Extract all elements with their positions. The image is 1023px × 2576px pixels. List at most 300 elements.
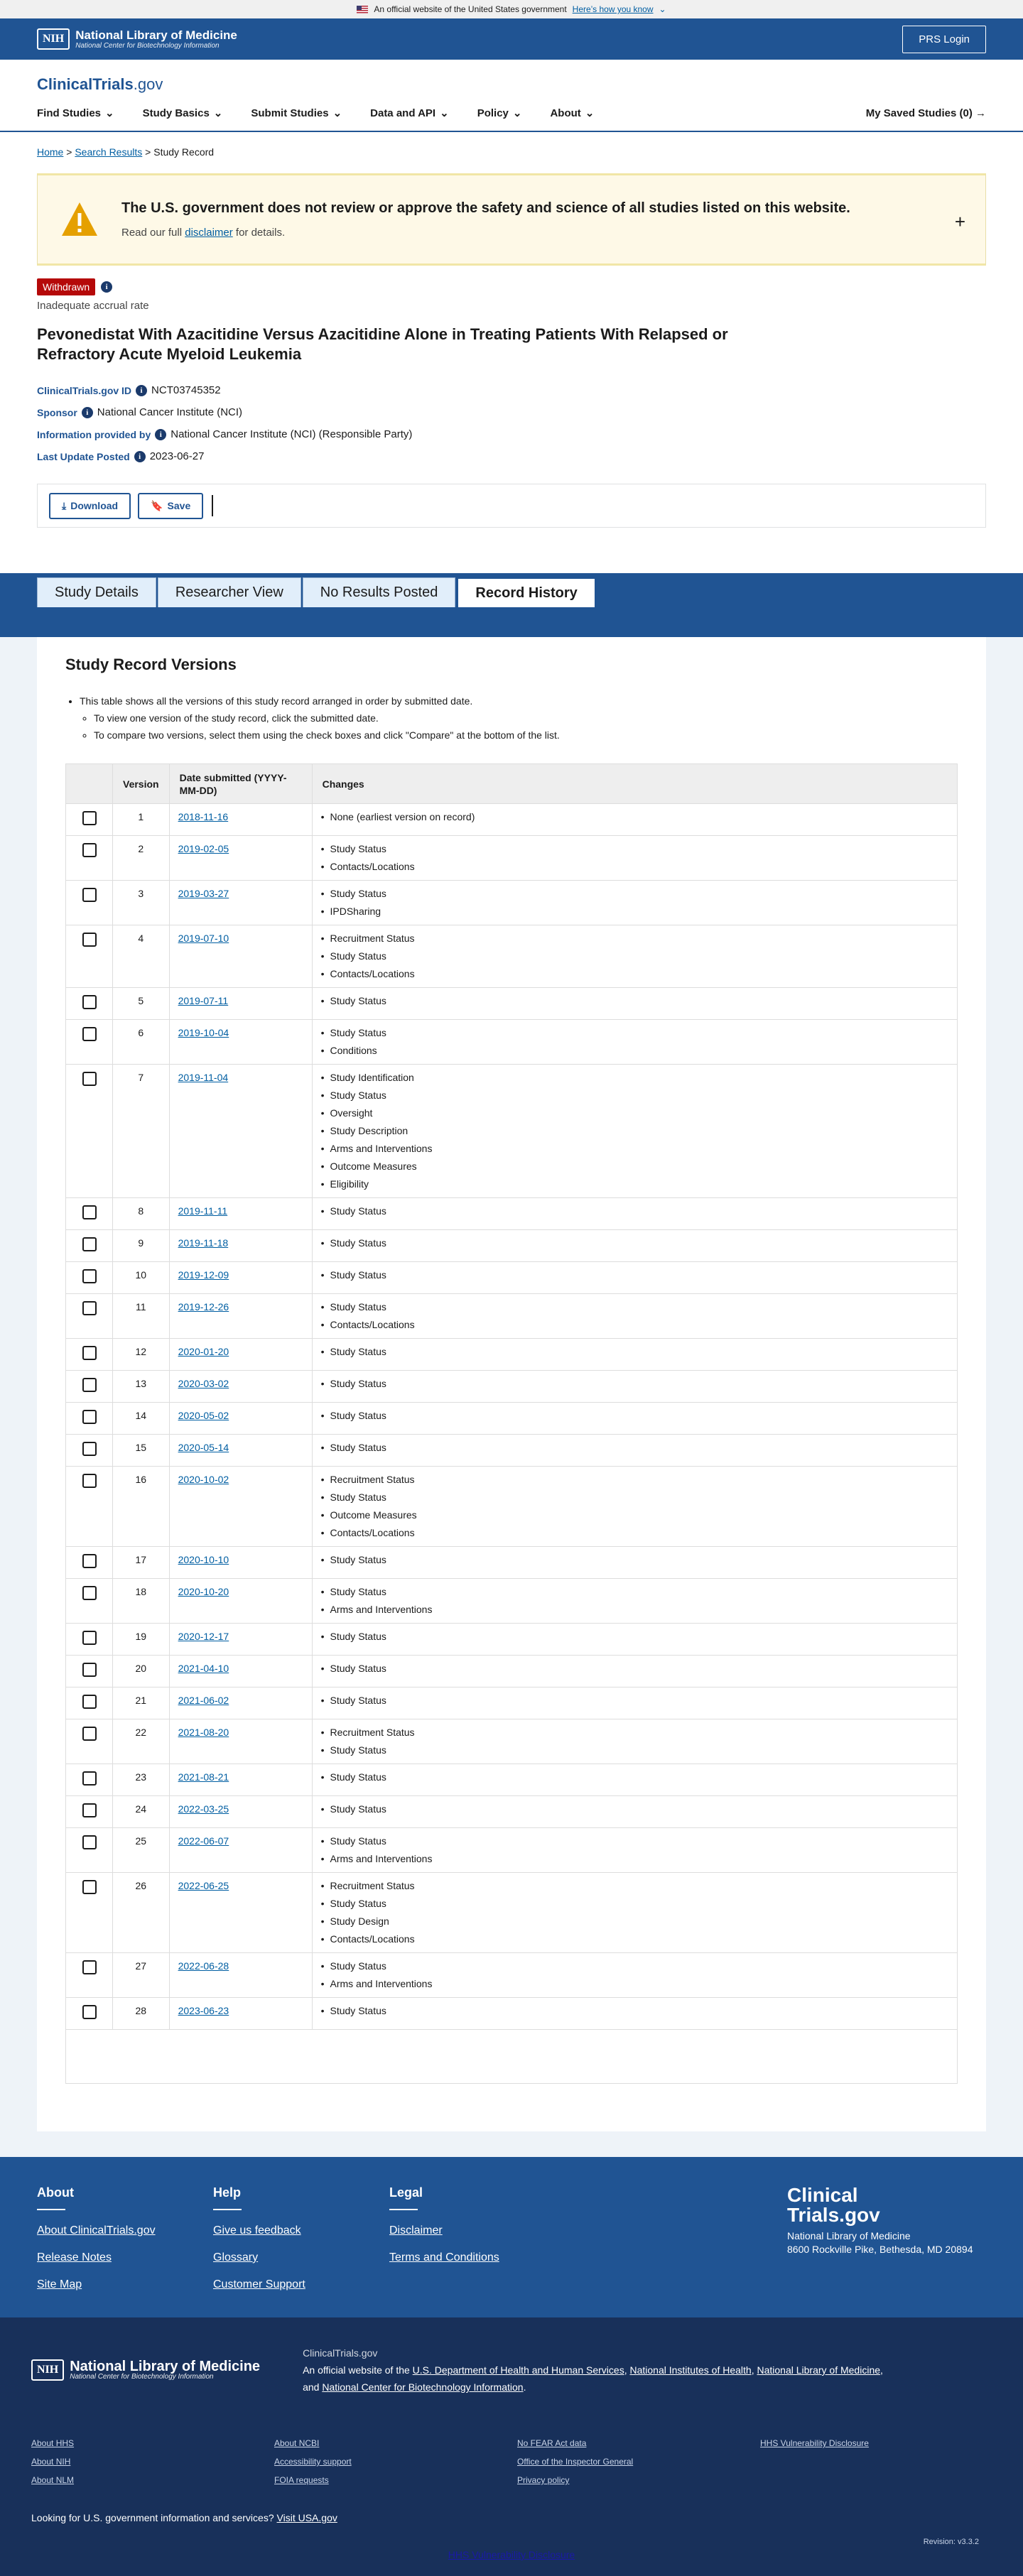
change-item: • Contacts/Locations (321, 1316, 948, 1334)
change-item: • Contacts/Locations (321, 1524, 948, 1542)
change-list (321, 1439, 948, 1457)
footer-link[interactable]: Glossary (213, 2251, 259, 2263)
table-row (66, 1294, 958, 1339)
version-number: 25 (113, 1828, 170, 1873)
change-list (321, 1628, 948, 1646)
change-list (321, 1069, 948, 1193)
col-select (66, 764, 113, 804)
change-item: • Oversight (321, 1104, 948, 1122)
nav-about[interactable]: About ⌄ (550, 107, 595, 119)
version-checkbox[interactable] (82, 1631, 97, 1645)
version-number: 12 (113, 1339, 170, 1371)
sponsor-label: Sponsor (37, 406, 77, 418)
status-row (37, 278, 986, 295)
action-bar (37, 484, 986, 528)
change-list (321, 1551, 948, 1569)
change-item: • Study Status (321, 1741, 948, 1759)
version-number: 19 (113, 1624, 170, 1656)
version-date-link[interactable]: 2019-12-09 (178, 1269, 229, 1281)
version-checkbox[interactable] (82, 843, 97, 857)
change-item: • Conditions (321, 1042, 948, 1060)
saved-studies-link[interactable]: My Saved Studies (0) → (865, 107, 986, 119)
change-list (321, 1202, 948, 1220)
version-date-link[interactable]: 2019-07-10 (178, 933, 229, 944)
change-item: • Study Description (321, 1122, 948, 1140)
chevron-down-icon: ⌄ (512, 107, 522, 119)
download-button[interactable]: ⤓ Download (49, 493, 131, 519)
change-list (321, 1957, 948, 1993)
tab-no-results-posted[interactable]: No Results Posted (303, 577, 456, 607)
version-number: 24 (113, 1796, 170, 1828)
version-date-link[interactable]: 2019-11-04 (178, 1072, 229, 1083)
breadcrumb-current: Study Record (153, 146, 215, 158)
change-item: • Arms and Interventions (321, 1601, 948, 1619)
nih-logo-icon: NIH (37, 28, 70, 50)
change-list (321, 1407, 948, 1425)
disclaimer-alert (37, 173, 986, 266)
table-row (66, 1764, 958, 1796)
table-row (66, 1579, 958, 1624)
version-checkbox[interactable] (82, 1410, 97, 1424)
change-list (321, 1724, 948, 1759)
version-date-link[interactable]: 2020-05-14 (178, 1442, 229, 1453)
usa-gov-link[interactable]: Visit USA.gov (276, 2512, 337, 2523)
version-number: 4 (113, 925, 170, 988)
footer-link[interactable]: About NCBI (274, 2438, 320, 2448)
footer-link[interactable]: Privacy policy (517, 2475, 570, 2485)
change-list (321, 885, 948, 920)
version-date-link[interactable]: 2020-01-20 (178, 1346, 229, 1357)
table-row (66, 1547, 958, 1579)
version-date-link[interactable]: 2019-07-11 (178, 995, 229, 1006)
version-checkbox[interactable] (82, 933, 97, 947)
official-statement: ClinicalTrials.gov An official website of the U.S. Department of Health and Human Services, National Institutes of Health, National Library of Medicine, and National Center for Biotechnology Information. (303, 2347, 883, 2393)
change-list (321, 1266, 948, 1284)
change-item: • Study Status (321, 1583, 948, 1601)
us-flag-icon (357, 6, 368, 13)
version-date-link[interactable]: 2023-06-23 (178, 2005, 229, 2016)
usa-gov-line: Looking for U.S. government information and services? Visit USA.gov (31, 2512, 337, 2523)
change-item: • Study Identification (321, 1069, 948, 1087)
nih-header (0, 18, 1023, 60)
version-checkbox[interactable] (82, 1727, 97, 1741)
version-checkbox[interactable] (82, 1771, 97, 1786)
version-date-link[interactable]: 2020-03-02 (178, 1378, 229, 1389)
table-row (66, 1953, 958, 1998)
version-date-link[interactable]: 2020-10-20 (178, 1586, 229, 1597)
change-list (321, 1800, 948, 1818)
info-provided-label: Information provided by (37, 428, 151, 440)
table-row (66, 1371, 958, 1403)
change-item: • IPDSharing (321, 903, 948, 920)
chevron-down-icon: ⌄ (332, 107, 342, 119)
footer-link[interactable]: About NIH (31, 2457, 71, 2467)
change-item: • Recruitment Status (321, 1724, 948, 1741)
version-checkbox[interactable] (82, 811, 97, 825)
version-checkbox[interactable] (82, 1442, 97, 1456)
version-checkbox[interactable] (82, 1269, 97, 1283)
version-number: 27 (113, 1953, 170, 1998)
change-list (321, 1234, 948, 1252)
version-date-link[interactable]: 2022-06-28 (178, 1960, 229, 1972)
version-checkbox[interactable] (82, 1835, 97, 1849)
version-checkbox[interactable] (82, 1880, 97, 1894)
version-number: 16 (113, 1467, 170, 1547)
table-row (66, 1403, 958, 1435)
footer-link[interactable]: Office of the Inspector General (517, 2457, 634, 2467)
footer-secondary-links (31, 2438, 992, 2485)
arrow-right-icon: → (975, 107, 986, 119)
last-update-label: Last Update Posted (37, 450, 130, 462)
change-list (321, 1375, 948, 1393)
change-item: • Study Status (321, 1957, 948, 1975)
expand-plus-icon[interactable]: + (954, 211, 965, 232)
versions-notes (65, 692, 958, 744)
change-list (321, 1024, 948, 1060)
change-item: • Study Status (321, 1551, 948, 1569)
change-item: • Study Status (321, 1768, 948, 1786)
table-row (66, 1065, 958, 1198)
version-date-link[interactable]: 2019-02-05 (178, 843, 229, 854)
nih-link[interactable]: National Institutes of Health (629, 2364, 752, 2376)
version-date-link[interactable]: 2020-10-02 (178, 1474, 229, 1485)
version-checkbox[interactable] (82, 1554, 97, 1568)
table-row (66, 1656, 958, 1688)
tab-strip (0, 607, 1023, 637)
version-checkbox[interactable] (82, 1237, 97, 1251)
change-item: • Study Status (321, 2002, 948, 2020)
footer-ct-logo[interactable]: Clinical Trials.gov (787, 2184, 880, 2226)
info-icon[interactable]: i (136, 385, 147, 396)
save-button[interactable]: 🔖 Save (138, 493, 203, 519)
change-item: • Study Status (321, 1628, 948, 1646)
tab-study-details[interactable]: Study Details (37, 577, 156, 607)
change-item: • Study Status (321, 885, 948, 903)
version-number: 18 (113, 1579, 170, 1624)
withdrawn-reason: Inadequate accrual rate (37, 300, 149, 312)
nih-logo-icon: NIH (31, 2359, 64, 2381)
version-number: 6 (113, 1020, 170, 1065)
site-header (0, 60, 1023, 132)
footer-link[interactable]: About NLM (31, 2475, 75, 2485)
change-item: • Eligibility (321, 1175, 948, 1193)
change-item: • Study Design (321, 1913, 948, 1930)
table-row (66, 1998, 958, 2030)
footer-ct-block: Clinical Trials.gov National Library of Medicine 8600 Rockville Pike, Bethesda, MD 20894 (787, 2185, 986, 2289)
info-icon[interactable]: i (155, 429, 166, 440)
table-row (66, 836, 958, 881)
change-item: • Study Status (321, 1024, 948, 1042)
nlm-footer (0, 2317, 1023, 2576)
version-date-link[interactable]: 2021-08-21 (178, 1771, 229, 1783)
ncbi-link[interactable]: National Center for Biotechnology Information (322, 2381, 524, 2393)
version-checkbox[interactable] (82, 1586, 97, 1600)
change-item: • Contacts/Locations (321, 858, 948, 876)
change-list (321, 930, 948, 983)
change-item: • Study Status (321, 1343, 948, 1361)
version-checkbox[interactable] (82, 1072, 97, 1086)
bookmark-icon: 🔖 (151, 499, 163, 511)
footer-link[interactable]: Customer Support (213, 2278, 305, 2290)
version-checkbox[interactable] (82, 995, 97, 1009)
version-date-link[interactable]: 2019-12-26 (178, 1301, 229, 1313)
note: • This table shows all the versions of this study record arranged in order by submitted date. (80, 692, 958, 710)
table-row (66, 1624, 958, 1656)
download-icon: ⤓ (62, 499, 67, 511)
table-row (66, 1262, 958, 1294)
hhs-vulnerability-link[interactable]: HHS Vulnerability Disclosure (448, 2549, 575, 2560)
change-item: • Study Status (321, 1489, 948, 1506)
version-checkbox[interactable] (82, 1378, 97, 1392)
version-number: 26 (113, 1873, 170, 1953)
version-date-link[interactable]: 2019-03-27 (178, 888, 229, 899)
footer-link[interactable]: About ClinicalTrials.gov (37, 2224, 156, 2237)
version-checkbox[interactable] (82, 1474, 97, 1488)
nav-submit-studies[interactable]: Submit Studies ⌄ (251, 107, 342, 119)
version-date-link[interactable]: 2020-10-10 (178, 1554, 229, 1565)
change-item: • Study Status (321, 840, 948, 858)
version-number: 21 (113, 1688, 170, 1719)
table-row-empty (66, 2030, 958, 2084)
version-date-link[interactable]: 2021-08-20 (178, 1727, 229, 1738)
change-list (321, 1768, 948, 1786)
version-number: 10 (113, 1262, 170, 1294)
change-list (321, 1877, 948, 1948)
change-list (321, 1471, 948, 1542)
col-version: Version (113, 764, 170, 804)
change-item: • Study Status (321, 1087, 948, 1104)
version-checkbox[interactable] (82, 888, 97, 902)
sponsor-value: National Cancer Institute (NCI) (97, 406, 243, 418)
table-row (66, 1435, 958, 1467)
footer-links (0, 2157, 1023, 2317)
note: ◦ To compare two versions, select them using the check boxes and click "Compare" at the bottom of the list. (94, 727, 958, 744)
version-number: 3 (113, 881, 170, 925)
change-item: • Study Status (321, 1832, 948, 1850)
version-number: 15 (113, 1435, 170, 1467)
change-item: • Study Status (321, 1895, 948, 1913)
table-row (66, 1467, 958, 1547)
version-checkbox[interactable] (82, 1695, 97, 1709)
version-date-link[interactable]: 2022-06-07 (178, 1835, 229, 1847)
versions-title: Study Record Versions (65, 656, 237, 673)
change-item: • Study Status (321, 1660, 948, 1678)
nav-study-basics[interactable]: Study Basics ⌄ (142, 107, 223, 119)
change-item: • Recruitment Status (321, 1877, 948, 1895)
tab-researcher-view[interactable]: Researcher View (158, 577, 301, 607)
note: ◦ To view one version of the study record, click the submitted date. (94, 710, 958, 727)
chevron-down-icon: ⌄ (105, 107, 114, 119)
versions-table (65, 763, 958, 2084)
change-list (321, 1660, 948, 1678)
version-number: 5 (113, 988, 170, 1020)
change-list (321, 992, 948, 1010)
change-item: • Study Status (321, 1407, 948, 1425)
change-list (321, 1298, 948, 1334)
version-date-link[interactable]: 2018-11-16 (178, 811, 229, 822)
version-date-link[interactable]: 2020-05-02 (178, 1410, 229, 1421)
table-row (66, 881, 958, 925)
change-item: • Arms and Interventions (321, 1975, 948, 1993)
version-number: 28 (113, 1998, 170, 2030)
alert-text: Read our full disclaimer for details. (121, 227, 286, 239)
nct-id: NCT03745352 (151, 384, 221, 396)
version-date-link[interactable]: 2022-06-25 (178, 1880, 229, 1891)
breadcrumb: Home > Search Results > Study Record (37, 146, 215, 158)
change-item: • Recruitment Status (321, 930, 948, 947)
change-item: • Study Status (321, 1375, 948, 1393)
change-item: • None (earliest version on record) (321, 808, 948, 826)
version-date-link[interactable]: 2019-11-11 (178, 1205, 228, 1217)
version-checkbox[interactable] (82, 1027, 97, 1041)
change-item: • Outcome Measures (321, 1158, 948, 1175)
change-item: • Study Status (321, 1234, 948, 1252)
main-nav (37, 107, 986, 119)
col-changes: Changes (312, 764, 957, 804)
revision: Revision: v3.3.2 (923, 2538, 979, 2546)
disclaimer-link[interactable]: disclaimer (185, 227, 233, 239)
change-list (321, 840, 948, 876)
change-list (321, 1692, 948, 1710)
version-date-link[interactable]: 2021-04-10 (178, 1663, 229, 1674)
change-list (321, 808, 948, 826)
change-item: • Arms and Interventions (321, 1140, 948, 1158)
table-row (66, 988, 958, 1020)
change-list (321, 1343, 948, 1361)
version-number: 23 (113, 1764, 170, 1796)
info-provided-value: National Cancer Institute (NCI) (Responsible Party) (170, 428, 413, 440)
info-icon[interactable]: i (82, 407, 93, 418)
change-list (321, 1832, 948, 1868)
version-checkbox[interactable] (82, 1960, 97, 1974)
nav-find-studies[interactable]: Find Studies ⌄ (37, 107, 114, 119)
change-item: • Recruitment Status (321, 1471, 948, 1489)
table-row (66, 1198, 958, 1230)
footer-link[interactable]: Accessibility support (274, 2457, 352, 2467)
change-item: • Outcome Measures (321, 1506, 948, 1524)
ncbi-name: National Center for Biotechnology Information (75, 41, 220, 50)
chevron-down-icon: ⌄ (213, 107, 223, 119)
change-item: • Study Status (321, 1439, 948, 1457)
change-item: • Contacts/Locations (321, 1930, 948, 1948)
version-number: 14 (113, 1403, 170, 1435)
footer-link[interactable]: About HHS (31, 2438, 75, 2448)
info-icon[interactable]: i (134, 451, 146, 462)
version-number: 13 (113, 1371, 170, 1403)
change-item: • Study Status (321, 1298, 948, 1316)
breadcrumb-home[interactable]: Home (37, 146, 64, 158)
version-number: 20 (113, 1656, 170, 1688)
footer-link[interactable]: Disclaimer (389, 2224, 443, 2237)
footer-link[interactable]: Release Notes (37, 2251, 112, 2263)
footer-link[interactable]: HHS Vulnerability Disclosure (760, 2438, 869, 2448)
version-number: 11 (113, 1294, 170, 1339)
nct-id-label: ClinicalTrials.gov ID (37, 384, 132, 396)
nlm-footer-logo[interactable]: NIH National Library of Medicine National Center for Biotechnology Information (31, 2344, 260, 2396)
nlm-logo[interactable] (37, 28, 237, 50)
footer-link[interactable]: Terms and Conditions (389, 2251, 499, 2263)
change-item: • Study Status (321, 1800, 948, 1818)
version-number: 1 (113, 804, 170, 836)
version-number: 2 (113, 836, 170, 881)
change-item: • Study Status (321, 992, 948, 1010)
nlm-name: National Library of Medicine (75, 28, 237, 42)
how-you-know-link[interactable]: Here’s how you know (572, 4, 654, 14)
version-number: 17 (113, 1547, 170, 1579)
table-row (66, 804, 958, 836)
alert-title: The U.S. government does not review or approve the safety and science of all studies listed on this website. (121, 200, 850, 216)
chevron-down-icon[interactable]: ⌄ (659, 4, 666, 14)
version-date-link[interactable]: 2020-12-17 (178, 1631, 229, 1642)
footer-help: Help Give us feedback Glossary Customer Support (213, 2185, 389, 2289)
table-row (66, 1339, 958, 1371)
version-date-link[interactable]: 2019-11-18 (178, 1237, 229, 1249)
footer-about: About About ClinicalTrials.gov Release Notes Site Map (37, 2185, 213, 2289)
divider (212, 495, 213, 516)
chevron-down-icon: ⌄ (440, 107, 449, 119)
version-checkbox[interactable] (82, 1803, 97, 1817)
version-checkbox[interactable] (82, 1205, 97, 1219)
version-checkbox[interactable] (82, 1663, 97, 1677)
footer-link[interactable]: FOIA requests (274, 2475, 329, 2485)
nav-data-api[interactable]: Data and API ⌄ (370, 107, 449, 119)
tab-record-history[interactable]: Record History (457, 577, 595, 607)
change-list (321, 1583, 948, 1619)
table-row (66, 1688, 958, 1719)
status-badge: Withdrawn (37, 278, 95, 295)
gov-banner (0, 0, 1023, 18)
gov-banner-text: An official website of the United States government (374, 4, 567, 14)
version-date-link[interactable]: 2019-10-04 (178, 1027, 229, 1038)
table-row (66, 1719, 958, 1764)
warning-icon (60, 200, 99, 239)
version-number: 22 (113, 1719, 170, 1764)
clinicaltrials-logo[interactable]: ClinicalTrials.gov (37, 75, 163, 93)
change-item: • Study Status (321, 1692, 948, 1710)
footer-link[interactable]: Give us feedback (213, 2224, 301, 2237)
main-content (0, 637, 1023, 2157)
version-date-link[interactable]: 2022-03-25 (178, 1803, 229, 1815)
info-icon[interactable]: i (101, 281, 112, 293)
versions-card (37, 637, 986, 2131)
table-row (66, 1828, 958, 1873)
col-date: Date submitted (YYYY-MM-DD) (169, 764, 312, 804)
prs-login-button[interactable]: PRS Login (902, 26, 986, 53)
version-checkbox[interactable] (82, 1301, 97, 1315)
change-item: • Contacts/Locations (321, 965, 948, 983)
hhs-link[interactable]: U.S. Department of Health and Human Services (412, 2364, 624, 2376)
change-item: • Study Status (321, 1266, 948, 1284)
table-row (66, 1230, 958, 1262)
version-date-link[interactable]: 2021-06-02 (178, 1695, 229, 1706)
footer-link[interactable]: No FEAR Act data (517, 2438, 587, 2448)
version-number: 8 (113, 1198, 170, 1230)
table-row (66, 1020, 958, 1065)
nlm-link[interactable]: National Library of Medicine (757, 2364, 881, 2376)
page-title: Pevonedistat With Azacitidine Versus Azacitidine Alone in Treating Patients With Relapsed or Refractory Acute Myeloid Leukemia (37, 325, 728, 363)
footer-legal: Legal Disclaimer Terms and Conditions (389, 2185, 565, 2289)
breadcrumb-search-results[interactable]: Search Results (75, 146, 143, 158)
version-checkbox[interactable] (82, 2005, 97, 2019)
footer-link[interactable]: Site Map (37, 2278, 82, 2290)
table-row (66, 1796, 958, 1828)
change-item: • Study Status (321, 947, 948, 965)
version-checkbox[interactable] (82, 1346, 97, 1360)
chevron-down-icon: ⌄ (585, 107, 595, 119)
version-number: 9 (113, 1230, 170, 1262)
change-list (321, 2002, 948, 2020)
nav-policy[interactable]: Policy ⌄ (477, 107, 522, 119)
